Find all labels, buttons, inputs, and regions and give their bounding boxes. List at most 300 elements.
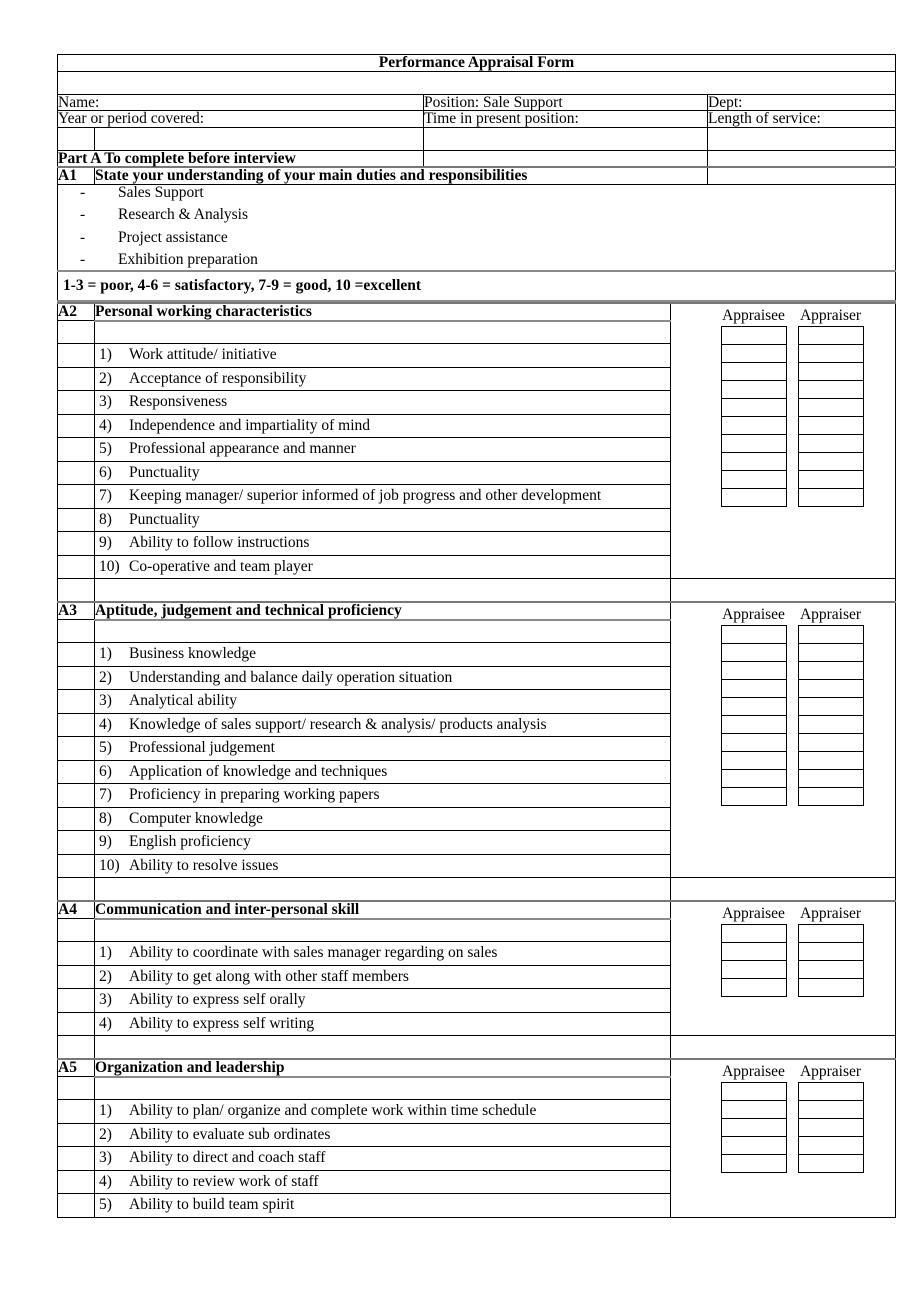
item-number: 3): [99, 692, 112, 709]
appraisee-score-box[interactable]: [721, 380, 787, 399]
appraiser-score-box[interactable]: [798, 625, 864, 644]
blank-main-cell: [95, 321, 671, 344]
item-number: 2): [99, 668, 112, 686]
spacer-score-cell: [671, 579, 896, 603]
spacer-row-top: [58, 71, 896, 94]
field-year-label: Year or period covered:: [58, 111, 424, 128]
spacer-main-cell: [95, 1036, 671, 1060]
appraisee-column-header: Appraisee: [722, 905, 785, 922]
rating-item: [95, 1194, 670, 1217]
rating-item: [95, 532, 670, 555]
item-label: Professional appearance and manner: [129, 440, 356, 457]
item-label: Analytical ability: [129, 692, 238, 709]
row-index-cell: [58, 1194, 95, 1218]
appraiser-score-box[interactable]: [798, 715, 864, 734]
appraiser-score-box[interactable]: [798, 1082, 864, 1101]
rating-scale-legend: 1-3 = poor, 4-6 = satisfactory, 7-9 = good, 10 =excellent: [58, 271, 896, 302]
item-number: 6): [99, 762, 112, 780]
appraisee-score-box[interactable]: [721, 697, 787, 716]
row-index-cell: [58, 737, 95, 761]
section-a4-header-row: [58, 901, 896, 919]
score-gutter-right: [864, 303, 896, 579]
appraiser-score-box[interactable]: [798, 924, 864, 943]
row-index-cell: [58, 555, 95, 579]
item-number: 1): [99, 944, 112, 961]
row-index-cell: [58, 391, 95, 415]
item-number: 6): [99, 463, 112, 481]
blank-right-cell: [708, 127, 896, 150]
blank-main-cell: [95, 1077, 671, 1100]
rating-item-cell: [95, 1123, 671, 1147]
dash-bullet-icon: -: [80, 183, 86, 201]
appraisee-score-box[interactable]: [721, 344, 787, 363]
appraiser-score-box[interactable]: [798, 679, 864, 698]
rating-item-cell: [95, 965, 671, 989]
rating-item-cell: [95, 1100, 671, 1124]
spacer-num-cell: [58, 579, 95, 603]
rating-item-cell: [95, 784, 671, 808]
rating-item-cell: [95, 1194, 671, 1218]
field-length-label: Length of service:: [708, 111, 896, 128]
rating-item-cell: [95, 391, 671, 415]
rating-item: [95, 1171, 670, 1194]
blank-num-cell: [58, 1077, 95, 1100]
header-row-2: [58, 111, 896, 128]
item-label: Ability to follow instructions: [129, 534, 310, 551]
item-label: Ability to coordinate with sales manager regarding on sales: [129, 944, 498, 961]
row-index-cell: [58, 508, 95, 532]
field-dept-label: Dept:: [708, 94, 896, 111]
appraiser-score-box[interactable]: [798, 1136, 864, 1155]
appraiser-column-header: Appraiser: [799, 606, 862, 623]
row-index-cell: [58, 1123, 95, 1147]
appraisee-score-box[interactable]: [721, 924, 787, 943]
appraisee-score-box[interactable]: [721, 643, 787, 662]
dash-bullet-icon: -: [80, 228, 86, 246]
appraiser-score-box[interactable]: [798, 751, 864, 770]
appraiser-score-box[interactable]: [798, 697, 864, 716]
appraiser-score-box[interactable]: [798, 488, 864, 507]
rating-item-cell: [95, 989, 671, 1013]
rating-item-cell: [95, 854, 671, 878]
appraiser-score-box[interactable]: [798, 1154, 864, 1173]
rating-item-cell: [95, 485, 671, 509]
section-a1-header-row: [58, 167, 896, 184]
rating-item: [95, 509, 670, 532]
rating-item-cell: [95, 737, 671, 761]
score-gutter-left: [671, 303, 721, 579]
appraiser-score-column: [798, 602, 864, 878]
appraisee-score-box[interactable]: [721, 1082, 787, 1101]
dash-bullet-icon: -: [80, 206, 86, 223]
appraisee-column-header: Appraisee: [722, 307, 785, 324]
appraisee-column-header: Appraisee: [722, 606, 785, 623]
appraiser-score-box[interactable]: [798, 661, 864, 680]
item-label: Computer knowledge: [129, 809, 263, 827]
appraisee-score-box[interactable]: [721, 978, 787, 997]
row-index-cell: [58, 784, 95, 808]
rating-item-cell: [95, 367, 671, 391]
rating-item: [95, 438, 670, 461]
item-number: 7): [99, 786, 112, 803]
item-number: 5): [99, 739, 112, 756]
score-gutter-right: [864, 602, 896, 878]
appraiser-score-column: [798, 901, 864, 1036]
appraisee-score-box[interactable]: [721, 679, 787, 698]
score-gutter-right: [864, 901, 896, 1036]
rating-item-cell: [95, 461, 671, 485]
item-number: 2): [99, 967, 112, 985]
item-number: 10): [99, 856, 120, 874]
item-number: 1): [99, 645, 112, 662]
appraiser-column-header: Appraiser: [799, 307, 862, 324]
duties-row: [58, 184, 896, 271]
rating-item: [95, 784, 670, 807]
section-a1-code: A1: [58, 167, 95, 184]
rating-item-cell: [95, 666, 671, 690]
form-title: Performance Appraisal Form: [58, 55, 896, 72]
appraiser-score-box[interactable]: [798, 978, 864, 997]
title-row: [58, 55, 896, 72]
section-a3-header-row: [58, 602, 896, 620]
score-gutter-middle: [787, 901, 798, 1036]
appraiser-score-box[interactable]: [798, 344, 864, 363]
blank-main-cell: [95, 919, 671, 942]
rating-item-cell: [95, 1147, 671, 1171]
appraisee-score-box[interactable]: [721, 661, 787, 680]
row-index-cell: [58, 643, 95, 667]
spacer-num-cell: [58, 878, 95, 902]
item-label: Independence and impartiality of mind: [129, 416, 371, 434]
rating-item-cell: [95, 807, 671, 831]
appraisee-score-box[interactable]: [721, 470, 787, 489]
section-a4-title: Communication and inter-personal skill: [95, 901, 671, 919]
rating-sections-table: [57, 302, 896, 1218]
rating-item-cell: [95, 713, 671, 737]
spacer-score-cell: [671, 878, 896, 902]
blank-num-cell: [58, 620, 95, 643]
item-number: 2): [99, 369, 112, 387]
row-index-cell: [58, 713, 95, 737]
section-a1-title: State your understanding of your main duties and responsibilities: [95, 167, 708, 184]
spacer-num-cell: [58, 1036, 95, 1060]
appraisee-score-box[interactable]: [721, 452, 787, 471]
row-index-cell: [58, 854, 95, 878]
section-a5-header-row: [58, 1059, 896, 1077]
section-a2-code: A2: [58, 303, 95, 321]
duty-item: [58, 207, 895, 223]
rating-item: [95, 1100, 670, 1123]
appraisee-score-box[interactable]: [721, 488, 787, 507]
section-spacer-row: [58, 878, 896, 902]
header-row-1: [58, 94, 896, 111]
item-number: 5): [99, 440, 112, 457]
appraisee-score-box[interactable]: [721, 769, 787, 788]
appraisee-score-box[interactable]: [721, 1100, 787, 1119]
blank-num-cell: [58, 127, 95, 150]
row-index-cell: [58, 989, 95, 1013]
appraisee-score-box[interactable]: [721, 398, 787, 417]
part-a-row: [58, 150, 896, 167]
appraisee-score-column: [721, 602, 787, 878]
appraisee-score-column: [721, 1059, 787, 1217]
row-index-cell: [58, 532, 95, 556]
section-a5-title: Organization and leadership: [95, 1059, 671, 1077]
blank-main-cell: [95, 620, 671, 643]
row-index-cell: [58, 1100, 95, 1124]
rating-item: [95, 415, 670, 438]
item-label: Ability to build team spirit: [129, 1196, 295, 1213]
spacer-main-cell: [95, 579, 671, 603]
row-index-cell: [58, 1170, 95, 1194]
item-number: 7): [99, 487, 112, 504]
item-label: Ability to resolve issues: [129, 856, 279, 874]
item-label: Proficiency in preparing working papers: [129, 786, 380, 803]
rating-item-cell: [95, 1170, 671, 1194]
appraisee-score-box[interactable]: [721, 787, 787, 806]
rating-item-cell: [95, 508, 671, 532]
appraiser-score-box[interactable]: [798, 362, 864, 381]
rating-item-cell: [95, 555, 671, 579]
section-spacer-row: [58, 1036, 896, 1060]
appraiser-score-box[interactable]: [798, 434, 864, 453]
rating-item: [95, 989, 670, 1012]
item-number: 3): [99, 1149, 112, 1166]
item-number: 4): [99, 416, 112, 434]
item-label: Ability to direct and coach staff: [129, 1149, 326, 1166]
rating-item-cell: [95, 831, 671, 855]
appraiser-score-box[interactable]: [798, 643, 864, 662]
score-gutter-left: [671, 901, 721, 1036]
section-a2-title: Personal working characteristics: [95, 303, 671, 321]
rating-item-cell: [95, 643, 671, 667]
blank-main-cell: [95, 127, 424, 150]
item-label: Punctuality: [129, 510, 200, 528]
row-index-cell: [58, 760, 95, 784]
rating-item: [95, 643, 670, 666]
row-index-cell: [58, 1012, 95, 1036]
item-label: Application of knowledge and techniques: [129, 762, 388, 780]
score-gutter-left: [671, 602, 721, 878]
rating-item: [95, 368, 670, 391]
spacer-main-cell: [95, 878, 671, 902]
rating-item: [95, 556, 670, 579]
rating-item: [95, 690, 670, 713]
section-a5-code: A5: [58, 1059, 95, 1077]
score-gutter-middle: [787, 303, 798, 579]
row-index-cell: [58, 485, 95, 509]
appraiser-score-column: [798, 303, 864, 579]
item-label: Keeping manager/ superior informed of job progress and other development: [129, 487, 602, 504]
appraisee-score-box[interactable]: [721, 362, 787, 381]
appraisee-score-box[interactable]: [721, 733, 787, 752]
appraisee-score-column: [721, 303, 787, 579]
item-number: 8): [99, 510, 112, 528]
appraisee-score-box[interactable]: [721, 416, 787, 435]
item-number: 1): [99, 346, 112, 363]
blank-split-row: [58, 127, 896, 150]
item-number: 3): [99, 991, 112, 1008]
duty-item: [58, 185, 895, 201]
form-header-table: [57, 54, 896, 302]
appraiser-score-box[interactable]: [798, 960, 864, 979]
duties-list: [58, 184, 896, 271]
item-label: Ability to evaluate sub ordinates: [129, 1125, 331, 1143]
rating-item: [95, 808, 670, 831]
row-index-cell: [58, 414, 95, 438]
section-a3-title: Aptitude, judgement and technical proficiency: [95, 602, 671, 620]
rating-item-cell: [95, 532, 671, 556]
rating-item: [95, 391, 670, 414]
appraisee-column-header: Appraisee: [722, 1063, 785, 1080]
item-number: 4): [99, 1014, 112, 1032]
rating-item: [95, 761, 670, 784]
row-index-cell: [58, 1147, 95, 1171]
item-label: Ability to get along with other staff members: [129, 967, 409, 985]
appraiser-score-box[interactable]: [798, 769, 864, 788]
appraisee-score-box[interactable]: [721, 1118, 787, 1137]
item-label: Punctuality: [129, 463, 200, 481]
appraiser-score-box[interactable]: [798, 326, 864, 345]
section-a3-code: A3: [58, 602, 95, 620]
rating-item: [95, 714, 670, 737]
appraisal-form: [57, 54, 895, 1218]
appraiser-score-box[interactable]: [798, 1118, 864, 1137]
row-index-cell: [58, 690, 95, 714]
dash-bullet-icon: -: [80, 251, 86, 268]
row-index-cell: [58, 965, 95, 989]
item-number: 4): [99, 715, 112, 733]
section-a4-code: A4: [58, 901, 95, 919]
appraisee-score-box[interactable]: [721, 326, 787, 345]
appraiser-score-box[interactable]: [798, 787, 864, 806]
appraisee-score-box[interactable]: [721, 625, 787, 644]
appraiser-score-box[interactable]: [798, 1100, 864, 1119]
item-number: 3): [99, 393, 112, 410]
appraisee-score-box[interactable]: [721, 434, 787, 453]
item-label: Responsiveness: [129, 393, 228, 410]
item-number: 2): [99, 1125, 112, 1143]
rating-item: [95, 942, 670, 965]
rating-item-cell: [95, 414, 671, 438]
field-name-label: Name:: [58, 94, 424, 111]
item-number: 1): [99, 1102, 112, 1119]
part-a-label: Part A To complete before interview: [58, 150, 424, 167]
item-label: Understanding and balance daily operation situation: [129, 668, 453, 686]
item-label: Business knowledge: [129, 645, 257, 662]
item-label: Acceptance of responsibility: [129, 369, 307, 387]
blank-mid-cell: [424, 127, 708, 150]
duty-item: [58, 230, 895, 246]
section-a1-right-cell: [708, 167, 896, 184]
spacer-score-cell: [671, 1036, 896, 1060]
score-gutter-right: [864, 1059, 896, 1217]
appraiser-column-header: Appraiser: [799, 905, 862, 922]
rating-item: [95, 966, 670, 989]
appraisee-score-box[interactable]: [721, 942, 787, 961]
part-a-mid-cell: [424, 150, 708, 167]
rating-scale-row: [58, 271, 896, 302]
item-number: 9): [99, 534, 112, 551]
appraisee-score-box[interactable]: [721, 751, 787, 770]
rating-item-cell: [95, 438, 671, 462]
field-position-label: Position: Sale Support: [424, 94, 708, 111]
duty-text: Project assistance: [118, 228, 228, 246]
rating-item: [95, 667, 670, 690]
appraiser-score-box[interactable]: [798, 452, 864, 471]
appraiser-score-column: [798, 1059, 864, 1217]
duty-text: Exhibition preparation: [118, 251, 258, 268]
score-gutter-middle: [787, 1059, 798, 1217]
rating-item-cell: [95, 760, 671, 784]
appraiser-score-box[interactable]: [798, 942, 864, 961]
section-spacer-row: [58, 579, 896, 603]
duty-text: Sales Support: [118, 183, 204, 201]
item-label: Ability to plan/ organize and complete work within time schedule: [129, 1102, 537, 1119]
field-time-label: Time in present position:: [424, 111, 708, 128]
score-gutter-middle: [787, 602, 798, 878]
part-a-right-cell: [708, 150, 896, 167]
rating-item-cell: [95, 690, 671, 714]
score-gutter-left: [671, 1059, 721, 1217]
section-a2-header-row: [58, 303, 896, 321]
item-label: Work attitude/ initiative: [129, 346, 277, 363]
row-index-cell: [58, 461, 95, 485]
rating-item-cell: [95, 942, 671, 966]
row-index-cell: [58, 942, 95, 966]
appraisee-score-box[interactable]: [721, 960, 787, 979]
item-label: Professional judgement: [129, 739, 275, 756]
row-index-cell: [58, 807, 95, 831]
item-label: English proficiency: [129, 833, 251, 850]
item-number: 4): [99, 1172, 112, 1190]
appraiser-score-box[interactable]: [798, 733, 864, 752]
appraiser-score-box[interactable]: [798, 380, 864, 399]
rating-item: [95, 737, 670, 760]
appraisee-score-box[interactable]: [721, 715, 787, 734]
rating-item: [95, 485, 670, 508]
appraiser-score-box[interactable]: [798, 416, 864, 435]
rating-item: [95, 855, 670, 878]
rating-item: [95, 344, 670, 367]
appraisee-score-column: [721, 901, 787, 1036]
appraisee-score-box[interactable]: [721, 1154, 787, 1173]
blank-num-cell: [58, 919, 95, 942]
row-index-cell: [58, 831, 95, 855]
row-index-cell: [58, 367, 95, 391]
duty-item: [58, 252, 895, 268]
rating-item: [95, 831, 670, 854]
row-index-cell: [58, 666, 95, 690]
rating-item: [95, 1147, 670, 1170]
rating-item-cell: [95, 344, 671, 368]
item-number: 10): [99, 557, 120, 575]
rating-item: [95, 1124, 670, 1147]
item-number: 9): [99, 833, 112, 850]
appraisee-score-box[interactable]: [721, 1136, 787, 1155]
item-label: Ability to review work of staff: [129, 1172, 319, 1190]
item-number: 5): [99, 1196, 112, 1213]
blank-num-cell: [58, 321, 95, 344]
row-index-cell: [58, 438, 95, 462]
rating-item: [95, 1013, 670, 1036]
item-number: 8): [99, 809, 112, 827]
duty-text: Research & Analysis: [118, 206, 249, 223]
appraiser-score-box[interactable]: [798, 470, 864, 489]
spacer-cell: [58, 71, 896, 94]
rating-item: [95, 462, 670, 485]
appraiser-score-box[interactable]: [798, 398, 864, 417]
